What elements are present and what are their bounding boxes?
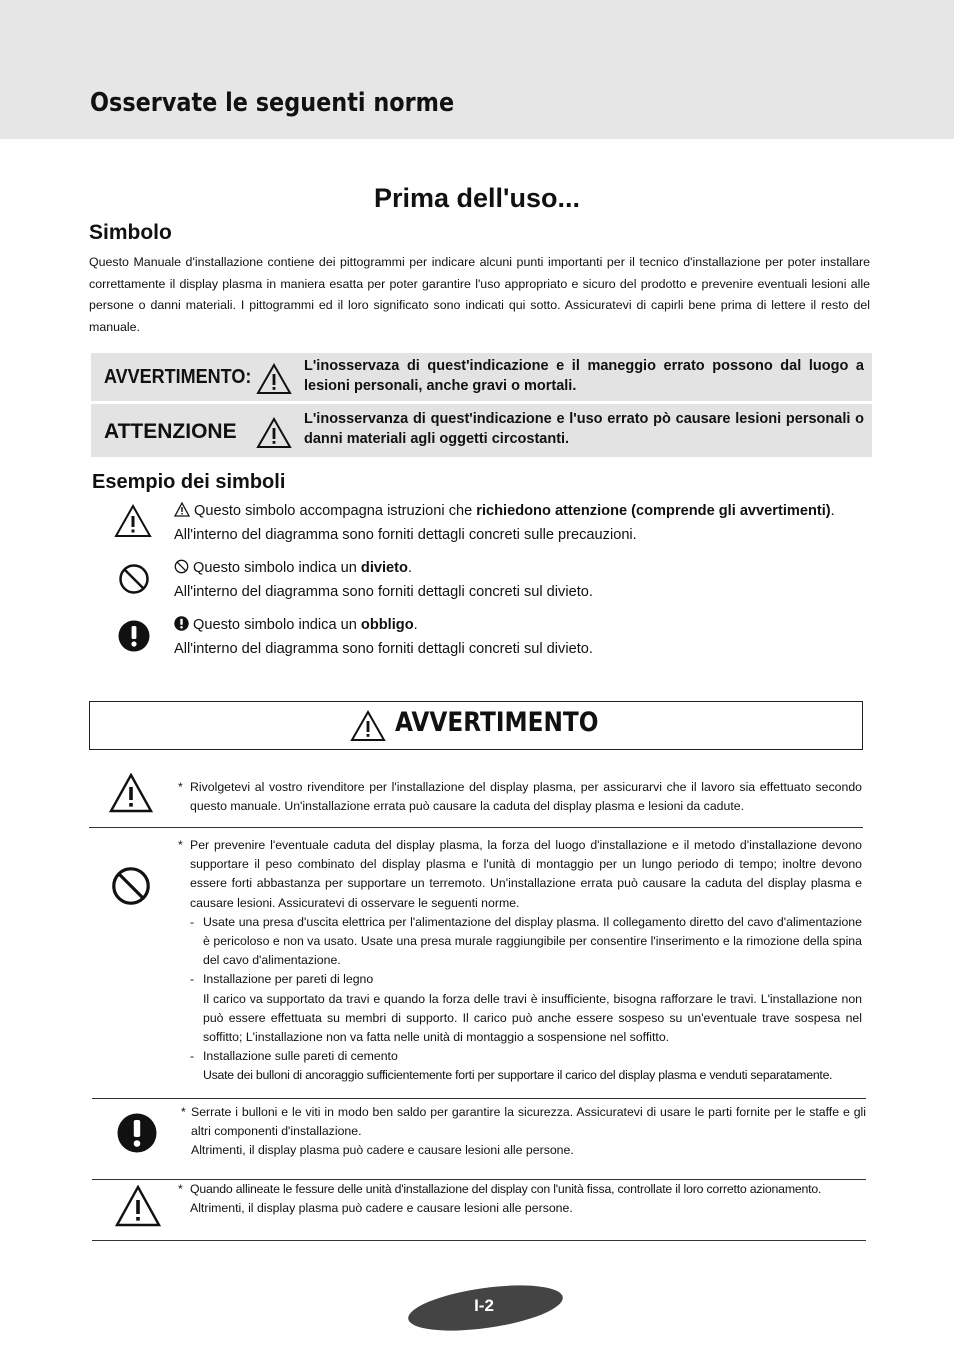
esempio-prefix: Questo simbolo indica un	[193, 617, 361, 633]
esempio-suffix: .	[407, 560, 413, 576]
mandatory-exclamation-icon	[118, 620, 150, 652]
sub-item-concrete: - Installazione sulle pareti di cemento Usate dei bulloni di ancoraggio sufficientemente forti per supportare il carico del display plasma e venduti separatamente.	[190, 1047, 862, 1085]
avvertimento-row-2: * Per prevenire l'eventuale caduta del display plasma, la forza del luogo d'installazione e il metodo d'installazione devono supportare il peso combinato del display plasma e l'unità di montaggio per un lungo periodo di tempo; inoltre devono essere forti abbastanza per supportare un terremoto. Un'installazione errata può causare la caduta del display plasma e causare lesioni. Assicuratevi di osservare le seguenti norme. - Usate una presa d'uscita elettrica per l'alimentazione del display plasma. Il collegamento diretto del cavo d'alimentazione è pericoloso e non va usato. Usate una presa murale raggiungibile per consentire l'inserimento e la rimozione della spina del cavo d'alimentazione. - Installazione per pareti di legno Il carico va supportato da travi e quando la forza delle travi è insufficiente, bisogna rafforzare le travi. L'installazione non può essere effettuata su membri di supporto. Il carico può anche essere sospeso su un'eventuale trave sospesa nel soffitto; L'installazione non va fatta nelle unità di montaggio a sospensione nel soffitto. - Installazione sulle pareti di cemento Usate dei bulloni di ancoraggio sufficientemente forti per supportare il carico del display plasma e venduti separatamente.	[190, 836, 862, 1086]
legend-warning-label: AVVERTIMENTO:	[104, 366, 252, 388]
esempio-heading: Esempio dei simboli	[92, 471, 286, 493]
divider	[89, 827, 863, 828]
warning-triangle-icon	[350, 710, 386, 742]
row-text: Per prevenire l'eventuale caduta del display plasma, la forza del luogo d'installazione e il metodo d'installazione devono supportare il peso combinato del display plasma e l'unità di montaggio per un lungo periodo di tempo; inoltre devono essere forti abbastanza per supportare un terremoto. Un'installazione errata può causare la caduta del display plasma e causare lesioni. Assicuratevi di osservare le seguenti norme.	[190, 838, 862, 910]
warning-triangle-icon	[256, 363, 292, 395]
esempio-prefix: Questo simbolo indica un	[193, 560, 361, 576]
mandatory-exclamation-icon	[117, 1113, 157, 1153]
sub-text: Usate dei bulloni di ancoraggio sufficientemente forti per supportare il carico del display plasma e venduti separatamente.	[203, 1068, 833, 1083]
page-header-title: Osservate le seguenti norme	[90, 88, 455, 118]
row-text: Rivolgetevi al vostro rivenditore per l'installazione del display plasma, per assicurarvi che il lavoro sia effettuato secondo questo manuale. Un'installazione errata può causare la caduta del display plasma e lesioni da cadute.	[190, 780, 862, 814]
sub-item-outlet: - Usate una presa d'uscita elettrica per l'alimentazione del display plasma. Il collegamento diretto del cavo d'alimentazione è pericoloso e non va usato. Usate una presa murale raggiungibile per consentire l'inserimento e la rimozione della spina del cavo d'alimentazione.	[190, 914, 862, 968]
legend-caution-row	[91, 404, 872, 457]
sub-title: Installazione per pareti di legno	[203, 972, 374, 987]
avvertimento-title-box	[89, 701, 863, 750]
esempio-item-prohibition	[174, 556, 593, 604]
row-text-2: Altrimenti, il display plasma può cadere e causare lesioni alle persone.	[191, 1143, 574, 1158]
prohibition-icon	[118, 563, 150, 595]
esempio-detail: All'interno del diagramma sono forniti dettagli concreti sulle precauzioni.	[174, 527, 637, 543]
simbolo-intro: Questo Manuale d'installazione contiene dei pittogrammi per indicare alcuni punti importanti per il tecnico d'installazione per poter installare correttamente il display plasma in maniera esatta per poter garantire l'uso appropriato e sicuro del prodotto e prevenire eventuali lesioni alle persone o danni materiali. I pittogrammi ed il loro significato sono indicati qui sotto. Assicuratevi di capirli bene prima di lettere il resto del manuale.	[89, 255, 870, 334]
warning-triangle-icon	[114, 504, 152, 538]
avvertimento-row-4: * Quando allineate le fessure delle unità d'installazione del display con l'unità fissa, controllate il loro corretto azionamento. Altrimenti, il display plasma può cadere e causare lesioni alle persone.	[190, 1180, 866, 1218]
sub-text: Il carico va supportato da travi e quando la forza delle travi è insufficiente, bisogna rafforzare le travi. L'installazione non può essere effettuata su membri di supporto. Il carico può anche essere sospeso su un'eventuale trave sospesa nel soffitto; L'installazione non va fatta nelle unità di montaggio a sospensione nel soffitto.	[203, 991, 862, 1045]
esempio-suffix: .	[413, 617, 418, 633]
row-text-2: Altrimenti, il display plasma può cadere e causare lesioni alle persone.	[190, 1201, 573, 1216]
esempio-bold: obbligo	[360, 617, 414, 633]
esempio-bold: divieto	[360, 560, 408, 576]
row-text: Serrate i bulloni e le viti in modo ben saldo per garantire la sicurezza. Assicuratevi di usare le parti fornite per le staffe e gli altri componenti d'installazione.	[191, 1105, 866, 1139]
prohibition-icon	[174, 559, 189, 574]
avvertimento-title: AVVERTIMENTO	[395, 707, 599, 738]
legend-caution-label: ATTENZIONE	[104, 420, 237, 443]
legend-warning-text: L'inosservaza di quest'indicazione e il maneggio errato possono dal luogo a lesioni personali, anche gravi o mortali.	[304, 358, 864, 394]
avvertimento-row-3: * Serrate i bulloni e le viti in modo ben saldo per garantire la sicurezza. Assicuratevi di usare le parti fornite per le staffe e gli altri componenti d'installazione. Altrimenti, il display plasma può cadere e causare lesioni alle persone.	[191, 1103, 866, 1161]
esempio-prefix: Questo simbolo accompagna istruzioni che	[194, 503, 477, 519]
mandatory-exclamation-icon	[174, 616, 189, 631]
warning-triangle-icon	[256, 417, 292, 449]
esempio-item-mandatory	[174, 613, 593, 661]
esempio-bold: richiedono attenzione (comprende gli avvertimenti)	[476, 503, 831, 519]
divider	[92, 1240, 866, 1241]
legend-warning-row	[91, 353, 872, 401]
main-title: Prima dell'uso...	[374, 183, 580, 213]
avvertimento-row-1: * Rivolgetevi al vostro rivenditore per l'installazione del display plasma, per assicurarvi che il lavoro sia effettuato secondo questo manuale. Un'installazione errata può causare la caduta del display plasma e lesioni da cadute.	[190, 778, 862, 816]
page-number: I-2	[474, 1296, 494, 1315]
divider	[92, 1098, 866, 1099]
sub-title: Installazione sulle pareti di cemento	[203, 1049, 398, 1064]
esempio-item-warning	[174, 499, 835, 547]
esempio-detail: All'interno del diagramma sono forniti dettagli concreti sul divieto.	[174, 584, 593, 600]
esempio-detail: All'interno del diagramma sono forniti dettagli concreti sul divieto.	[174, 641, 593, 657]
sub-text: Usate una presa d'uscita elettrica per l'alimentazione del display plasma. Il collegamento diretto del cavo d'alimentazione è pericoloso e non va usato. Usate una presa murale raggiungibile per consentire l'inserimento e la rimozione della spina del cavo d'alimentazione.	[203, 914, 862, 968]
warning-triangle-icon	[109, 773, 153, 813]
legend-caution-text: L'inosservanza di quest'indicazione e l'uso errato pò causare lesioni personali o danni materiali agli oggetti circostanti.	[304, 411, 864, 447]
simbolo-heading: Simbolo	[89, 221, 172, 244]
prohibition-icon	[111, 866, 151, 906]
header-band	[0, 0, 954, 139]
warning-triangle-icon	[174, 502, 190, 517]
esempio-suffix: .	[830, 503, 835, 519]
warning-triangle-icon	[115, 1185, 161, 1227]
sub-item-wood: - Installazione per pareti di legno Il carico va supportato da travi e quando la forza delle travi è insufficiente, bisogna rafforzare le travi. L'installazione non può essere effettuata su membri di supporto. Il carico può anche essere sospeso su un'eventuale trave sospesa nel soffitto; L'installazione non va fatta nelle unità di montaggio a sospensione nel soffitto.	[190, 970, 862, 1047]
row-text: Quando allineate le fessure delle unità d'installazione del display con l'unità fissa, controllate il loro corretto azionamento.	[190, 1182, 822, 1196]
